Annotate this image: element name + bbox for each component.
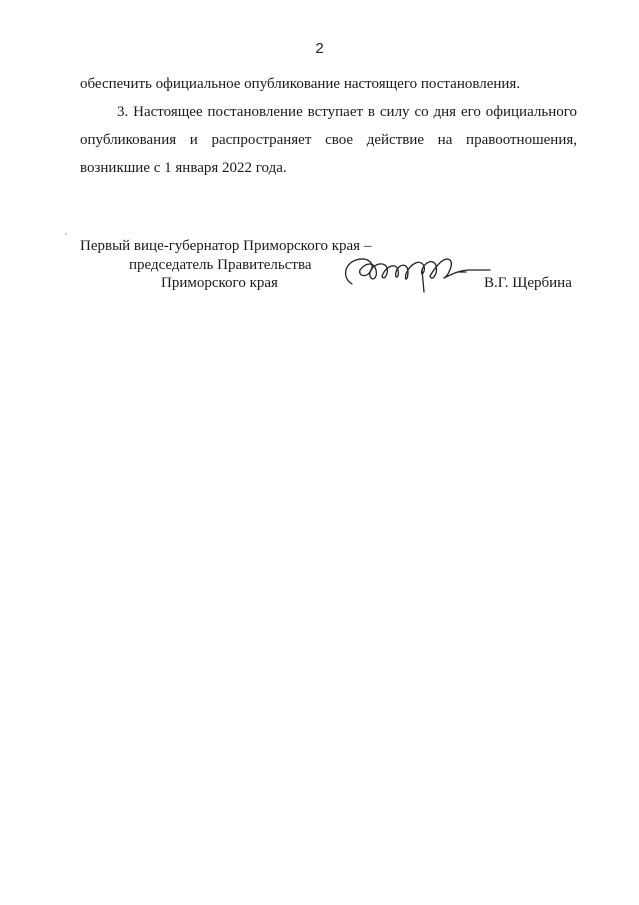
signatory-title-line-2: председатель Правительства: [129, 257, 312, 273]
paragraph-3: 3. Настоящее постановление вступает в силу со дня его официального опубликования и распространяет свое действие на правоотношения, возникшие с 1 января 2022 года.: [80, 104, 577, 176]
signatory-title-line-1: Первый вице-губернатор Приморского края –: [80, 238, 372, 254]
page-number: 2: [315, 40, 324, 57]
signatory-name: В.Г. Щербина: [484, 275, 572, 291]
paragraph-continuation: обеспечить официальное опубликование настоящего постановления.: [80, 76, 521, 92]
signatory-title-line-3: Приморского края: [161, 275, 278, 291]
handwritten-signature-icon: [340, 248, 500, 298]
scan-speck: [65, 233, 67, 235]
